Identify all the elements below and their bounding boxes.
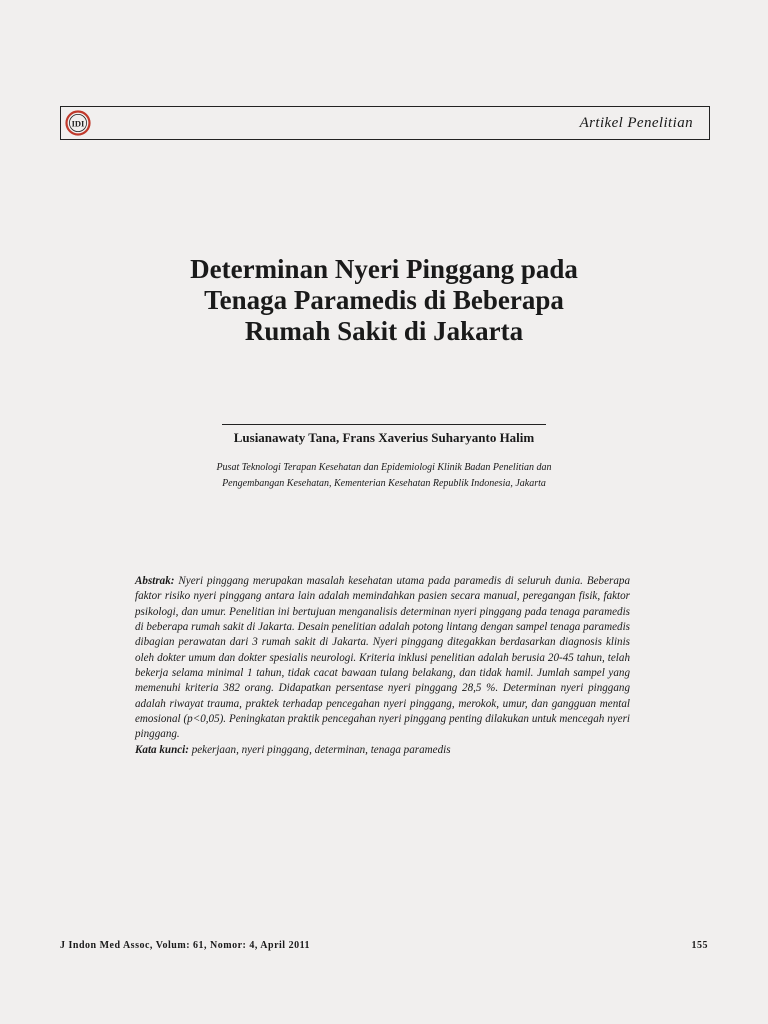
affiliation	[120, 460, 648, 492]
article-title	[100, 254, 668, 347]
keywords-label: Kata kunci:	[135, 743, 189, 756]
title-line: Determinan Nyeri Pinggang pada	[190, 254, 578, 284]
title-line: Tenaga Paramedis di Beberapa	[204, 285, 564, 315]
keywords	[135, 743, 630, 758]
logo-text: IDI	[71, 118, 85, 129]
article-type-label: Artikel Penelitian	[579, 115, 693, 131]
abstract-label: Abstrak:	[135, 575, 175, 587]
affiliation-line: Pengembangan Kesehatan, Kementerian Kesehatan Republik Indonesia, Jakarta	[222, 478, 546, 489]
keywords-text: pekerjaan, nyeri pinggang, determinan, tenaga paramedis	[188, 743, 451, 756]
abstract-text: Nyeri pinggang merupakan masalah kesehatan utama pada paramedis di seluruh dunia. Beberapa faktor risiko nyeri pinggang antara lain adalah memindahkan pasien secara manual, peregangan fisik, faktor psikologi, dan umur. Penelitian ini bertujuan menganalisis determinan nyeri pinggang pada tenaga paramedis di beberapa rumah sakit di Jakarta. Desain penelitian adalah potong lintang dengan sampel tenaga paramedis dibagian perawatan dari 3 rumah sakit di Jakarta. Nyeri pinggang ditegakkan berdasarkan diagnosis klinis oleh dokter umum dan dokter spesialis neurologi. Kriteria inklusi penelitian adalah berusia 20-45 tahun, telah bekerja selama minimal 1 tahun, tidak cacat bawaan tulang belakang, dan tidak hamil. Jumlah sampel yang memenuhi kriteria 382 orang. Didapatkan persentase nyeri pinggang 28,5 %. Determinan nyeri pinggang adalah riwayat trauma, praktek terhadap pencegahan nyeri pinggang, merokok, umur, dan gangguan mental emosional (p<0,05). Peningkatan praktik pencegahan nyeri pinggang penting dilakukan untuk mencegah nyeri pinggang.	[135, 575, 630, 741]
journal-citation: J Indon Med Assoc, Volum: 61, Nomor: 4, April 2011	[60, 940, 311, 951]
affiliation-line: Pusat Teknologi Terapan Kesehatan dan Epidemiologi Klinik Badan Penelitian dan	[216, 462, 552, 473]
abstract	[135, 574, 630, 758]
idi-logo-icon	[65, 110, 91, 136]
author-divider	[222, 424, 546, 425]
article-type-header	[60, 106, 710, 140]
title-line: Rumah Sakit di Jakarta	[244, 316, 524, 346]
abstract-paragraph	[135, 574, 630, 743]
author-list: Lusianawaty Tana, Frans Xaverius Suharyanto Halim	[233, 430, 535, 445]
page-number: 155	[691, 940, 708, 951]
